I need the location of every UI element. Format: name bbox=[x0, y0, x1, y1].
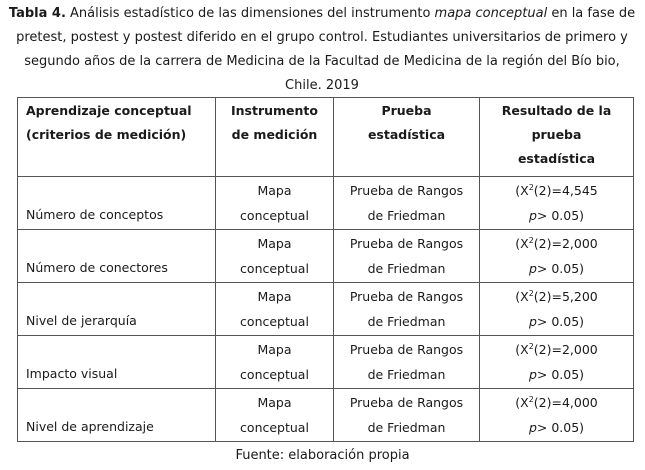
p-threshold: > 0.05) bbox=[536, 367, 585, 382]
cell-line: Prueba de Rangos bbox=[349, 183, 464, 198]
cell-line: Mapa bbox=[257, 289, 292, 304]
table-row bbox=[18, 177, 634, 230]
p-symbol: p bbox=[528, 367, 537, 382]
caption-text-end: en la fase de pretest, postest y postest diferido en el grupo control. Estudiantes universitarios de primero y segundo años de la carrera de Medicina de la Facultad de Medicina de la región del Bío bio, Chile. 2019 bbox=[16, 6, 636, 93]
cell-instrumento bbox=[216, 389, 334, 442]
chi-square-result bbox=[480, 178, 633, 203]
chi-square-result bbox=[480, 231, 633, 256]
cell-line: Prueba de Rangos bbox=[349, 342, 464, 357]
p-threshold: > 0.05) bbox=[536, 261, 585, 276]
cell-line: de Friedman bbox=[367, 367, 446, 382]
cell-line: conceptual bbox=[240, 314, 309, 329]
p-value bbox=[480, 309, 633, 334]
cell-resultado bbox=[480, 177, 634, 230]
cell-line: Prueba de Rangos bbox=[349, 289, 464, 304]
table-row bbox=[18, 230, 634, 283]
cell-line: de Friedman bbox=[367, 208, 446, 223]
chi-square-result bbox=[480, 390, 633, 415]
table-row bbox=[18, 389, 634, 442]
cell-line: Mapa bbox=[257, 183, 292, 198]
cell-line: conceptual bbox=[240, 261, 309, 276]
cell-instrumento bbox=[216, 230, 334, 283]
cell-line: conceptual bbox=[240, 420, 309, 435]
chi-value: (2)=4,545 bbox=[533, 183, 598, 198]
cell-criterio: Nivel de jerarquía bbox=[18, 283, 216, 336]
cell-line: Mapa bbox=[257, 236, 292, 251]
chi-superscript: 2 bbox=[528, 288, 534, 298]
chi-superscript: 2 bbox=[528, 341, 534, 351]
chi-square-result bbox=[480, 337, 633, 362]
header-line: Instrumento bbox=[231, 103, 318, 118]
table-row bbox=[18, 283, 634, 336]
cell-resultado bbox=[480, 389, 634, 442]
cell-prueba bbox=[334, 283, 480, 336]
cell-line: Prueba de Rangos bbox=[349, 236, 464, 251]
cell-criterio: Número de conceptos bbox=[18, 177, 216, 230]
chi-value: (2)=2,000 bbox=[533, 236, 598, 251]
header-line: Resultado de la bbox=[501, 103, 612, 118]
p-symbol: p bbox=[528, 420, 537, 435]
chi-value: (2)=4,000 bbox=[533, 395, 598, 410]
header-line: (criterios de medición) bbox=[26, 127, 187, 142]
caption-italic-term: mapa conceptual bbox=[434, 6, 548, 21]
p-threshold: > 0.05) bbox=[536, 420, 585, 435]
cell-resultado bbox=[480, 336, 634, 389]
cell-prueba bbox=[334, 389, 480, 442]
table-row bbox=[18, 336, 634, 389]
header-criterio bbox=[18, 98, 216, 177]
p-value bbox=[480, 256, 633, 281]
chi-prefix: (X bbox=[515, 395, 529, 410]
cell-criterio: Nivel de aprendizaje bbox=[18, 389, 216, 442]
header-line: de medición bbox=[231, 127, 318, 142]
p-threshold: > 0.05) bbox=[536, 208, 585, 223]
cell-criterio: Impacto visual bbox=[18, 336, 216, 389]
chi-prefix: (X bbox=[515, 236, 529, 251]
chi-prefix: (X bbox=[515, 183, 529, 198]
cell-instrumento bbox=[216, 336, 334, 389]
cell-prueba bbox=[334, 177, 480, 230]
p-value bbox=[480, 362, 633, 387]
chi-prefix: (X bbox=[515, 342, 529, 357]
chi-prefix: (X bbox=[515, 289, 529, 304]
cell-instrumento bbox=[216, 283, 334, 336]
header-resultado bbox=[480, 98, 634, 177]
caption-text-start: Análisis estadístico de las dimensiones del instrumento bbox=[65, 6, 435, 21]
chi-superscript: 2 bbox=[528, 235, 534, 245]
header-prueba bbox=[334, 98, 480, 177]
cell-resultado bbox=[480, 230, 634, 283]
header-line: estadística bbox=[517, 151, 596, 166]
chi-value: (2)=5,200 bbox=[533, 289, 598, 304]
cell-line: de Friedman bbox=[367, 261, 446, 276]
p-value bbox=[480, 203, 633, 228]
header-line: Aprendizaje conceptual bbox=[26, 103, 192, 118]
cell-line: Mapa bbox=[257, 342, 292, 357]
cell-prueba bbox=[334, 336, 480, 389]
cell-criterio: Número de conectores bbox=[18, 230, 216, 283]
cell-line: conceptual bbox=[240, 367, 309, 382]
header-instrumento bbox=[216, 98, 334, 177]
cell-line: de Friedman bbox=[367, 420, 446, 435]
cell-line: de Friedman bbox=[367, 314, 446, 329]
cell-prueba bbox=[334, 230, 480, 283]
chi-superscript: 2 bbox=[528, 394, 534, 404]
cell-instrumento bbox=[216, 177, 334, 230]
statistics-table bbox=[17, 97, 634, 442]
cell-resultado bbox=[480, 283, 634, 336]
p-value bbox=[480, 415, 633, 440]
cell-line: Mapa bbox=[257, 395, 292, 410]
header-line: prueba bbox=[531, 127, 582, 142]
cell-line: Prueba de Rangos bbox=[349, 395, 464, 410]
table-header-row bbox=[18, 98, 634, 177]
caption-label: Tabla 4. bbox=[8, 6, 66, 21]
chi-value: (2)=2,000 bbox=[533, 342, 598, 357]
cell-line: conceptual bbox=[240, 208, 309, 223]
table-source: Fuente: elaboración propia bbox=[235, 448, 410, 463]
header-line: estadística bbox=[367, 127, 446, 142]
p-threshold: > 0.05) bbox=[536, 314, 585, 329]
p-symbol: p bbox=[528, 314, 537, 329]
header-line: Prueba bbox=[381, 103, 432, 118]
p-symbol: p bbox=[528, 208, 537, 223]
chi-superscript: 2 bbox=[528, 182, 534, 192]
p-symbol: p bbox=[528, 261, 537, 276]
chi-square-result bbox=[480, 284, 633, 309]
table-caption bbox=[6, 2, 638, 98]
